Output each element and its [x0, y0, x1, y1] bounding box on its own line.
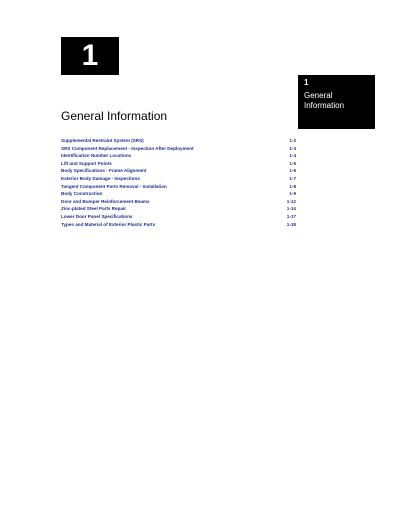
toc-item[interactable] [61, 145, 296, 153]
toc-item-label[interactable]: Door and Bumper Reinforcement Beams [61, 198, 150, 204]
toc-item[interactable] [61, 175, 296, 183]
toc-item-label[interactable]: Lift and Support Points [61, 160, 112, 166]
toc-item-page: 1-6 [289, 168, 296, 174]
toc-item[interactable] [61, 160, 296, 168]
toc-item[interactable] [61, 205, 296, 213]
chapter-tab-line1: General [304, 91, 333, 100]
toc-item[interactable] [61, 152, 296, 160]
chapter-tab [298, 75, 375, 129]
toc-item-page: 1-12 [286, 198, 296, 204]
toc-item-label[interactable]: Zinc-plated Steel Parts Repair [61, 206, 127, 212]
toc-item-page: 1-2 [289, 138, 296, 143]
toc-item-label[interactable]: Body Construction [61, 191, 103, 197]
chapter-number-box [61, 37, 119, 75]
toc-item[interactable] [61, 221, 296, 229]
toc-item-page: 1-8 [289, 183, 296, 189]
toc-item-label[interactable]: Types and Material of Exterior Plastic Parts [61, 221, 156, 227]
toc-item-label[interactable]: SRS Component Replacement - Inspection After Deployment [61, 145, 194, 151]
toc-item[interactable] [61, 137, 296, 145]
toc-item-label[interactable]: Exterior Body Damage - Inspections [61, 175, 140, 181]
toc-item-label[interactable]: Supplemental Restraint System (SRS) [61, 138, 144, 143]
toc-item-page: 1-3 [289, 145, 296, 151]
toc-item-label[interactable]: Tangent Component Parts Removal - Installation [61, 183, 167, 189]
chapter-number: 1 [81, 39, 99, 72]
chapter-tab-line2: Information [304, 101, 345, 110]
toc-item-page: 1-7 [289, 175, 296, 181]
toc-item-page: 1-4 [289, 153, 296, 159]
page-title: General Information [61, 109, 168, 123]
table-of-contents [61, 137, 296, 228]
toc-item[interactable] [61, 183, 296, 191]
toc-item[interactable] [61, 213, 296, 221]
toc-item[interactable] [61, 167, 296, 175]
toc-item[interactable] [61, 198, 296, 206]
toc-item-label[interactable]: Lower Door Panel Specifications [61, 213, 133, 219]
chapter-tab-number: 1 [304, 78, 309, 87]
toc-item-label[interactable]: Body Specifications - Frame Alignment [61, 168, 147, 174]
toc-item-page: 1-18 [286, 221, 296, 227]
toc-item-page: 1-5 [289, 160, 296, 166]
toc-item-label[interactable]: Identification Number Locations [61, 153, 132, 159]
toc-item-page: 1-14 [286, 206, 296, 212]
toc-item-page: 1-9 [289, 191, 296, 197]
toc-item-page: 1-17 [286, 213, 296, 219]
toc-item[interactable] [61, 190, 296, 198]
